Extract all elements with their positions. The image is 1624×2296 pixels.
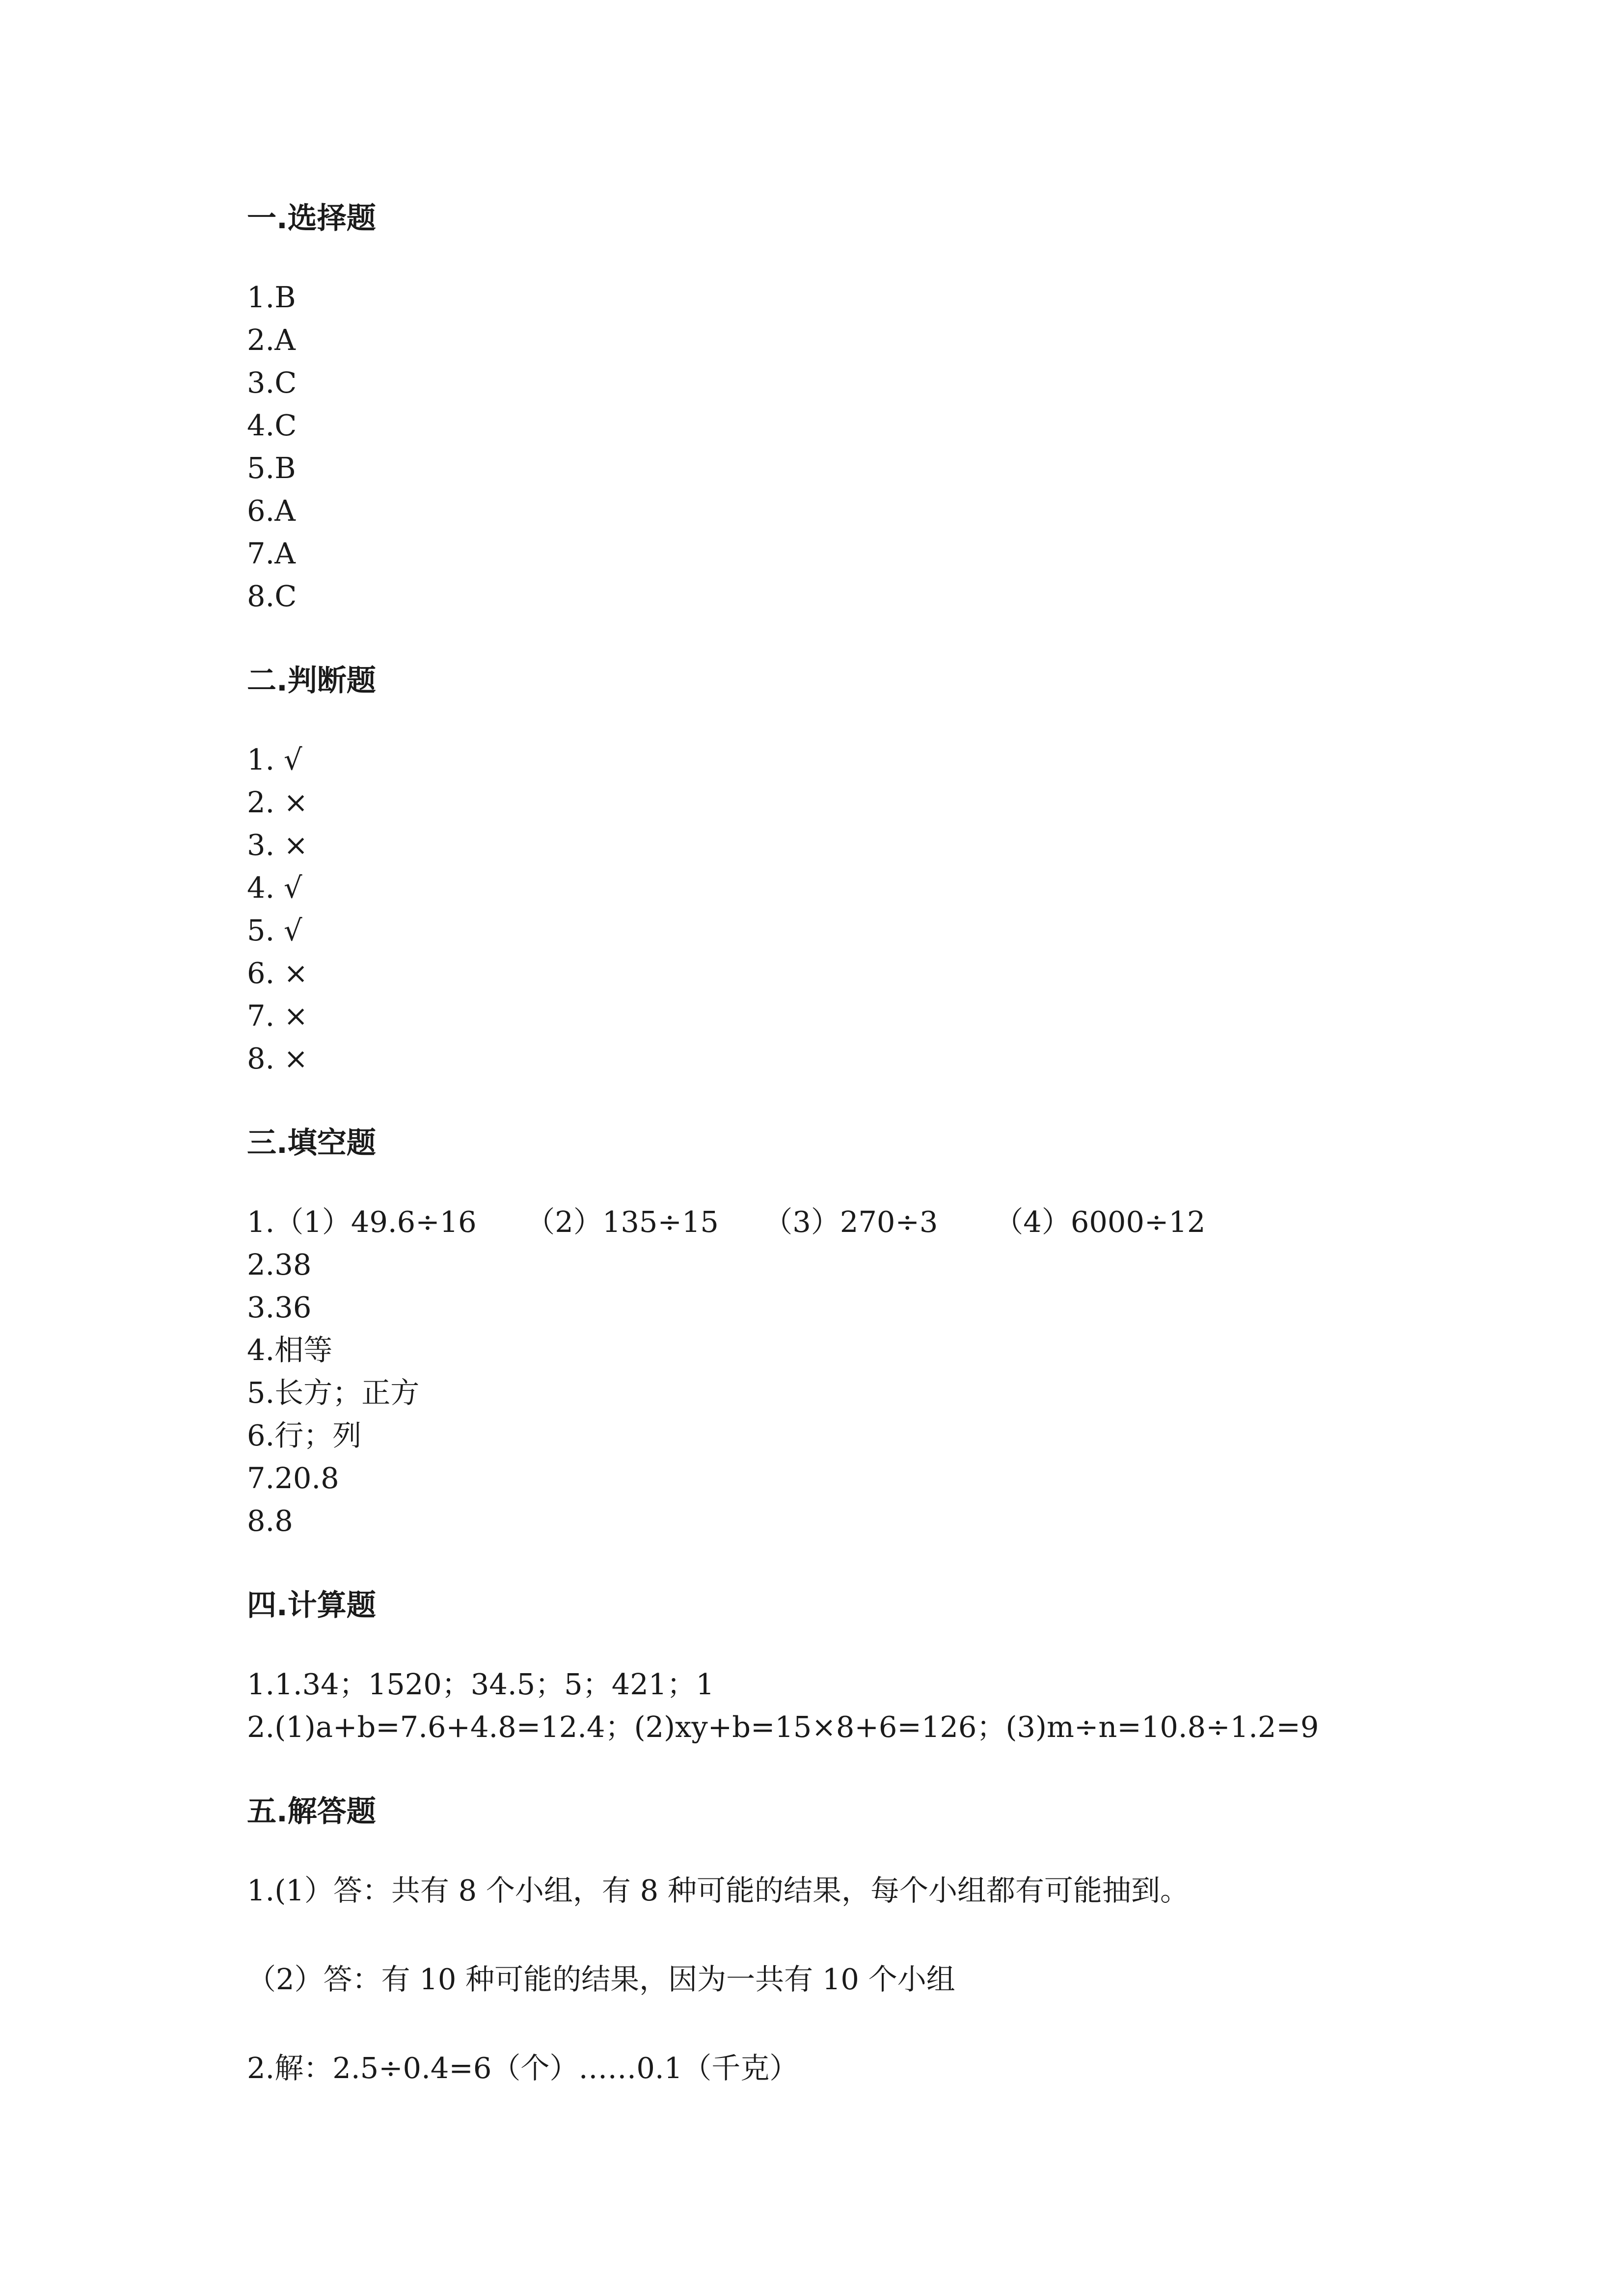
- judge-answer: 5. √: [247, 913, 302, 947]
- fill-answer-part: （2）135÷15: [526, 1205, 719, 1239]
- fill-answers: [247, 1201, 1425, 1542]
- fill-answer-part: （3）270÷3: [763, 1205, 938, 1239]
- choice-answer: 7.A: [247, 536, 296, 570]
- choice-answer: 8.C: [247, 579, 297, 613]
- fill-answer: 2.38: [247, 1248, 312, 1281]
- section-title-calc: 四.计算题: [247, 1588, 376, 1623]
- fill-answer: 3.36: [247, 1290, 312, 1324]
- judge-answers: [247, 738, 1425, 1080]
- section-title-solve: 五.解答题: [247, 1794, 376, 1829]
- solve-answer: （2）答：有 10 种可能的结果，因为一共有 10 个小组: [247, 1962, 955, 1996]
- fill-answer-first: [247, 1201, 1425, 1243]
- section-title-judge: 二.判断题: [247, 664, 376, 698]
- calc-answer: 1.1.34；1520；34.5；5；421；1: [247, 1667, 714, 1701]
- fill-answer: 6.行；列: [247, 1418, 362, 1452]
- choice-answer: 1.B: [247, 280, 296, 314]
- calc-answers: [247, 1663, 1425, 1748]
- judge-answer: 1. √: [247, 743, 302, 776]
- fill-answer: 5.长方；正方: [247, 1376, 420, 1410]
- calc-answer: 2.(1)a+b=7.6+4.8=12.4；(2)xy+b=15×8+6=126；(3)m÷n=10.8÷1.2=9: [247, 1710, 1319, 1744]
- judge-answer: 2. ×: [247, 785, 308, 819]
- fill-answer: 8.8: [247, 1504, 293, 1538]
- solve-answer: 1.(1）答：共有 8 个小组，有 8 种可能的结果，每个小组都有可能抽到。: [247, 1873, 1189, 1907]
- choice-answers: [247, 276, 1425, 617]
- judge-answer: 4. √: [247, 871, 302, 905]
- section-title-choice: 一.选择题: [247, 201, 376, 236]
- answer-key: [247, 196, 1425, 2131]
- fill-answer-prefix: 1.: [247, 1205, 275, 1239]
- judge-answer: 8. ×: [247, 1041, 308, 1075]
- choice-answer: 5.B: [247, 451, 296, 485]
- choice-answer: 6.A: [247, 494, 296, 528]
- fill-answer: 4.相等: [247, 1333, 333, 1367]
- fill-answer-part: （4）6000÷12: [994, 1205, 1206, 1239]
- fill-answer: 7.20.8: [247, 1461, 339, 1495]
- choice-answer: 3.C: [247, 366, 297, 400]
- choice-answer: 2.A: [247, 323, 296, 357]
- choice-answer: 4.C: [247, 408, 297, 442]
- judge-answer: 3. ×: [247, 828, 308, 862]
- fill-answer-part: （1）49.6÷16: [274, 1205, 477, 1239]
- solve-answer: 2.解：2.5÷0.4=6（个）……0.1（千克）: [247, 2051, 799, 2085]
- judge-answer: 7. ×: [247, 999, 308, 1033]
- solve-answers: [247, 1869, 1425, 2089]
- judge-answer: 6. ×: [247, 956, 308, 990]
- section-title-fill: 三.填空题: [247, 1126, 376, 1160]
